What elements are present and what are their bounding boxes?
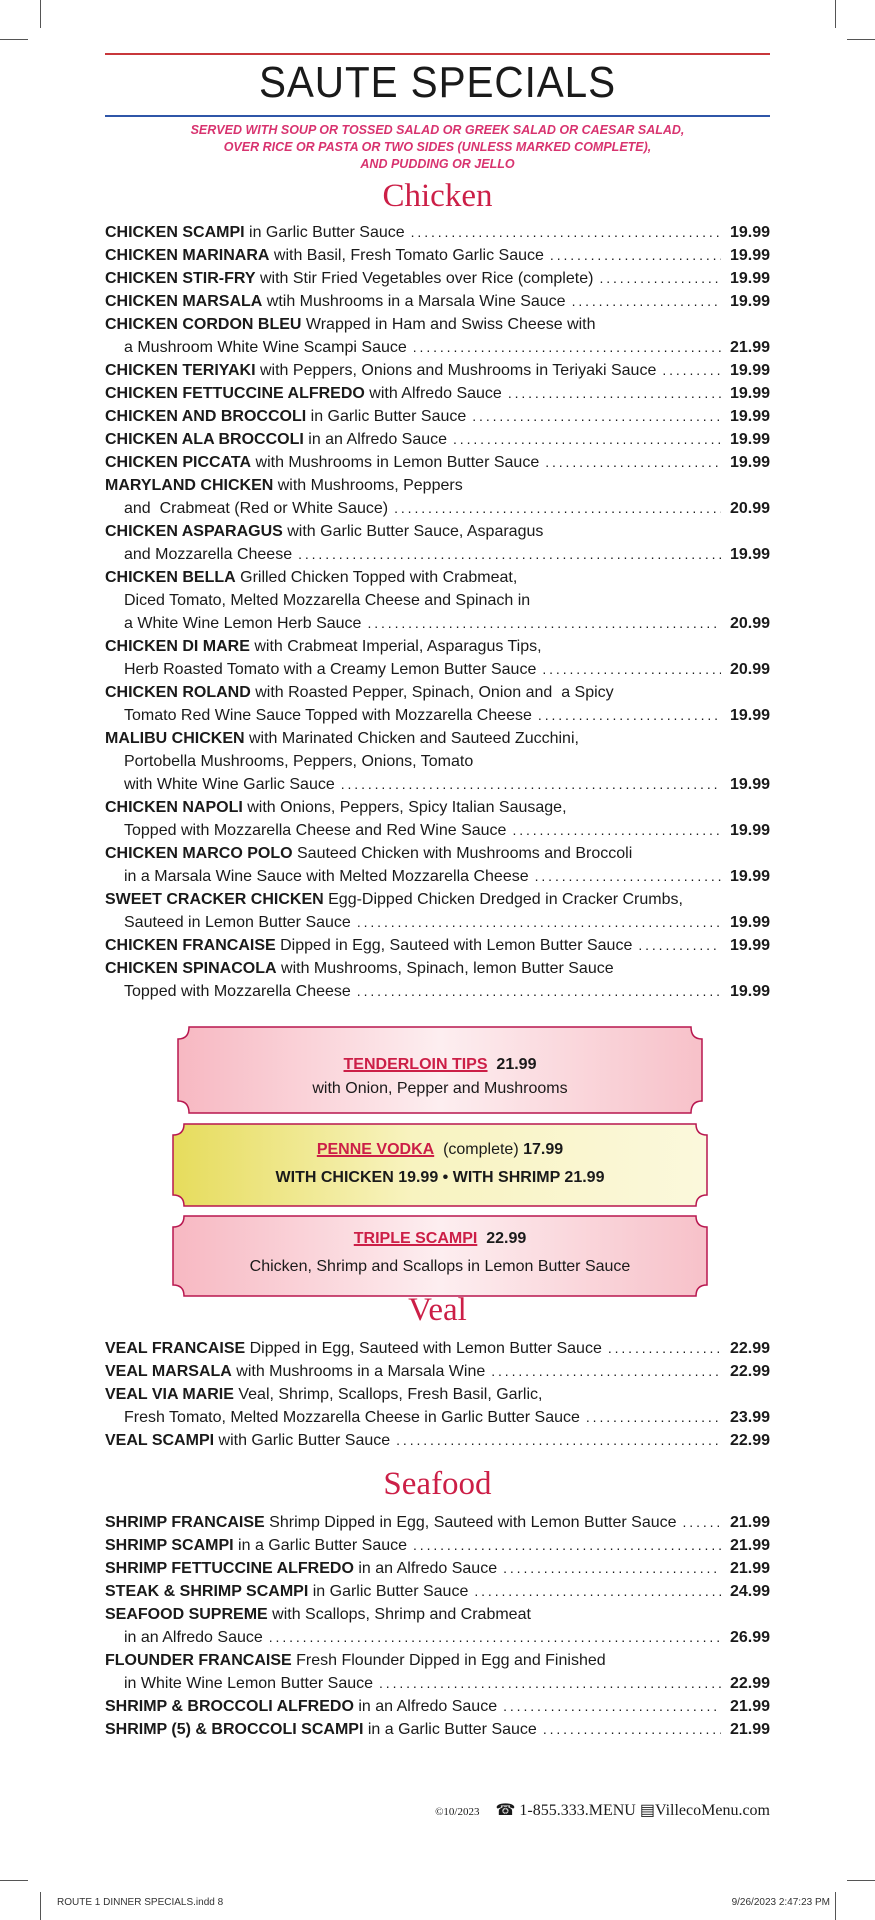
menu-item-price: 24.99 — [729, 1583, 770, 1600]
menu-item-name: CHICKEN CORDON BLEU — [105, 316, 302, 333]
menu-item-row — [105, 428, 770, 451]
menu-item-text — [105, 244, 544, 267]
menu-item-name: CHICKEN AND BROCCOLI — [105, 408, 307, 425]
menu-item-text — [105, 1511, 677, 1534]
menu-item-name: CHICKEN TERIYAKI — [105, 362, 256, 379]
menu-item-text — [124, 865, 529, 888]
page-title: SAUTE SPECIALS — [258, 58, 617, 107]
menu-item-price: 21.99 — [729, 1698, 770, 1715]
dot-leader — [491, 1360, 721, 1383]
menu-item-row — [105, 1534, 770, 1557]
menu-item-row — [105, 957, 770, 980]
menu-item-name: SHRIMP (5) & BROCCOLI SCAMPI — [105, 1721, 364, 1738]
menu-item-row — [105, 727, 770, 750]
menu-item-row — [105, 635, 770, 658]
menu-item-desc: and Crabmeat (Red or White Sauce) — [124, 500, 389, 517]
crop-mark — [847, 1880, 875, 1881]
chicken-list — [105, 221, 770, 1003]
menu-item-row — [105, 244, 770, 267]
menu-item-text — [105, 727, 579, 750]
menu-item-desc: in White Wine Lemon Butter Sauce — [124, 1675, 374, 1692]
menu-item-text — [105, 635, 542, 658]
menu-item-desc: Fresh Flounder Dipped in Egg and Finished — [291, 1652, 606, 1669]
menu-item-row — [105, 1603, 770, 1626]
computer-icon: ▤ — [639, 1802, 655, 1819]
menu-item-name: MALIBU CHICKEN — [105, 730, 245, 747]
menu-item-text — [124, 497, 388, 520]
menu-item-row — [105, 819, 770, 842]
menu-item-name: VEAL SCAMPI — [105, 1432, 215, 1449]
crop-mark — [0, 1880, 28, 1881]
menu-item-desc: wtih Mushrooms in a Marsala Wine Sauce — [262, 293, 566, 310]
menu-item-row — [105, 1557, 770, 1580]
menu-item-text — [105, 520, 543, 543]
menu-item-text — [105, 221, 405, 244]
menu-item-desc: Dipped in Egg, Sauteed with Lemon Butter Sauce — [275, 937, 633, 954]
dot-leader — [367, 612, 721, 635]
menu-item-desc: Sauteed Chicken with Mushrooms and Broccoli — [292, 845, 633, 862]
menu-item-name: VEAL MARSALA — [105, 1363, 232, 1380]
menu-item-price: 21.99 — [729, 1560, 770, 1577]
menu-item-row — [105, 520, 770, 543]
menu-item-desc: Topped with Mozzarella Cheese and Red Wine Sauce — [124, 822, 507, 839]
menu-item-desc: Shrimp Dipped in Egg, Sauteed with Lemon Butter Sauce — [264, 1514, 677, 1531]
menu-item-name: CHICKEN NAPOLI — [105, 799, 243, 816]
penne-vodka-price: 17.99 — [523, 1141, 564, 1158]
menu-item-row — [105, 1337, 770, 1360]
menu-item-row — [105, 980, 770, 1003]
dot-leader — [298, 543, 721, 566]
menu-item-desc: with Basil, Fresh Tomato Garlic Sauce — [269, 247, 544, 264]
menu-item-name: CHICKEN ALA BROCCOLI — [105, 431, 304, 448]
dot-leader — [357, 980, 721, 1003]
menu-item-text — [105, 1383, 542, 1406]
menu-item-text — [105, 1649, 606, 1672]
menu-item-name: STEAK & SHRIMP SCAMPI — [105, 1583, 309, 1600]
menu-item-text — [105, 681, 614, 704]
menu-item-price: 22.99 — [729, 1432, 770, 1449]
dot-leader — [683, 1511, 721, 1534]
menu-item-row — [105, 773, 770, 796]
menu-item-row — [105, 497, 770, 520]
crop-mark — [847, 39, 875, 40]
menu-item-desc: Fresh Tomato, Melted Mozzarella Cheese in Garlic Butter Sauce — [124, 1409, 580, 1426]
dot-leader — [503, 1557, 721, 1580]
menu-item-name: SHRIMP FETTUCCINE ALFREDO — [105, 1560, 354, 1577]
menu-item-text — [124, 1406, 580, 1429]
menu-item-price: 19.99 — [729, 454, 770, 471]
menu-item-desc: Egg-Dipped Chicken Dredged in Cracker Crumbs, — [323, 891, 683, 908]
menu-item-name: SEAFOOD SUPREME — [105, 1606, 268, 1623]
menu-item-desc: Herb Roasted Tomato with a Creamy Lemon Butter Sauce — [124, 661, 537, 678]
menu-item-price: 19.99 — [729, 914, 770, 931]
menu-item-name: SHRIMP & BROCCOLI ALFREDO — [105, 1698, 354, 1715]
triple-scampi-price: 22.99 — [486, 1230, 527, 1247]
menu-item-text — [105, 313, 596, 336]
menu-item-price: 20.99 — [729, 615, 770, 632]
title-rule — [105, 115, 770, 117]
dot-leader — [503, 1695, 721, 1718]
menu-item-price: 26.99 — [729, 1629, 770, 1646]
menu-item-row — [105, 589, 770, 612]
menu-item-desc: in an Alfredo Sauce — [124, 1629, 263, 1646]
menu-item-text — [105, 934, 632, 957]
menu-item-row — [105, 612, 770, 635]
menu-item-row — [105, 405, 770, 428]
dot-leader — [608, 1337, 721, 1360]
menu-item-row — [105, 1672, 770, 1695]
phone-number[interactable]: 1-855.333.MENU — [519, 1802, 636, 1819]
menu-item-price: 19.99 — [729, 293, 770, 310]
menu-item-price: 19.99 — [729, 408, 770, 425]
menu-item-row — [105, 842, 770, 865]
menu-item-desc: with Mushrooms, Peppers — [273, 477, 463, 494]
crop-mark — [835, 1892, 836, 1920]
website-link[interactable]: VillecoMenu.com — [654, 1802, 770, 1819]
dot-leader — [638, 934, 721, 957]
menu-item-desc: Dipped in Egg, Sauteed with Lemon Butter Sauce — [245, 1340, 602, 1357]
menu-item-desc: in a Garlic Butter Sauce — [363, 1721, 537, 1738]
slug-file: ROUTE 1 DINNER SPECIALS.indd 8 — [57, 1897, 224, 1908]
menu-item-desc: with Crabmeat Imperial, Asparagus Tips, — [249, 638, 542, 655]
menu-item-text — [105, 1580, 468, 1603]
served-with-note — [105, 122, 770, 173]
menu-item-desc: with Garlic Butter Sauce, Asparagus — [282, 523, 544, 540]
menu-item-text — [105, 1718, 537, 1741]
menu-item-name: SHRIMP FRANCAISE — [105, 1514, 265, 1531]
dot-leader — [508, 382, 721, 405]
menu-item-row — [105, 750, 770, 773]
menu-item-text — [105, 382, 502, 405]
dot-leader — [538, 704, 721, 727]
menu-item-text — [124, 750, 473, 773]
penne-vodka-box — [172, 1123, 708, 1207]
menu-item-row — [105, 1626, 770, 1649]
tenderloin-tips-price: 21.99 — [496, 1056, 537, 1073]
menu-item-row — [105, 313, 770, 336]
menu-item-desc: Sauteed in Lemon Butter Sauce — [124, 914, 351, 931]
menu-item-row — [105, 382, 770, 405]
menu-item-desc: with Alfredo Sauce — [364, 385, 502, 402]
menu-item-row — [105, 1580, 770, 1603]
dot-leader — [472, 405, 721, 428]
menu-item-price: 21.99 — [729, 1721, 770, 1738]
menu-item-desc: Grilled Chicken Topped with Crabmeat, — [235, 569, 518, 586]
menu-item-name: VEAL VIA MARIE — [105, 1386, 234, 1403]
menu-item-desc: Veal, Shrimp, Scallops, Fresh Basil, Garlic, — [233, 1386, 543, 1403]
menu-item-name: CHICKEN PICCATA — [105, 454, 252, 471]
section-title-seafood: Seafood — [383, 1466, 492, 1502]
dot-leader — [543, 1718, 721, 1741]
menu-item-row — [105, 221, 770, 244]
menu-item-name: CHICKEN FRANCAISE — [105, 937, 276, 954]
penne-vodka-options: WITH CHICKEN 19.99 • WITH SHRIMP 21.99 — [275, 1169, 605, 1186]
menu-item-row — [105, 566, 770, 589]
menu-item-row — [105, 336, 770, 359]
dot-leader — [662, 359, 721, 382]
dot-leader — [453, 428, 721, 451]
menu-item-text — [124, 1626, 263, 1649]
menu-item-price: 19.99 — [729, 546, 770, 563]
dot-leader — [542, 658, 721, 681]
menu-item-price: 19.99 — [729, 983, 770, 1000]
menu-item-text — [124, 658, 536, 681]
menu-item-price: 19.99 — [729, 270, 770, 287]
menu-item-price: 19.99 — [729, 822, 770, 839]
menu-item-desc: Tomato Red Wine Sauce Topped with Mozzarella Cheese — [124, 707, 532, 724]
menu-item-desc: with Scallops, Shrimp and Crabmeat — [267, 1606, 531, 1623]
menu-item-row — [105, 1360, 770, 1383]
menu-item-desc: in Garlic Butter Sauce — [244, 224, 405, 241]
menu-item-text — [105, 957, 614, 980]
menu-item-text — [124, 336, 407, 359]
menu-item-price: 19.99 — [729, 247, 770, 264]
section-title-veal: Veal — [408, 1292, 467, 1328]
phone-icon: ☎ — [495, 1802, 516, 1819]
tenderloin-tips-box — [177, 1026, 703, 1114]
menu-item-text — [105, 1337, 602, 1360]
menu-item-desc: in an Alfredo Sauce — [353, 1560, 498, 1577]
menu-item-desc: Topped with Mozzarella Cheese — [124, 983, 351, 1000]
menu-item-price: 21.99 — [729, 1514, 770, 1531]
menu-item-row — [105, 290, 770, 313]
menu-item-name: SWEET CRACKER CHICKEN — [105, 891, 324, 908]
menu-item-desc: with Mushrooms in Lemon Butter Sauce — [251, 454, 540, 471]
menu-item-row — [105, 1649, 770, 1672]
menu-item-price: 20.99 — [729, 500, 770, 517]
penne-vodka-note: (complete) — [443, 1141, 519, 1158]
menu-item-text — [105, 267, 593, 290]
menu-item-text — [105, 474, 463, 497]
menu-item-row — [105, 865, 770, 888]
seafood-list — [105, 1511, 770, 1741]
menu-item-price: 21.99 — [729, 339, 770, 356]
menu-item-text — [105, 566, 517, 589]
menu-item-text — [105, 451, 539, 474]
dot-leader — [379, 1672, 721, 1695]
menu-item-row — [105, 934, 770, 957]
menu-item-price: 19.99 — [729, 868, 770, 885]
menu-item-text — [105, 290, 566, 313]
triple-scampi-name: TRIPLE SCAMPI — [353, 1230, 478, 1247]
menu-item-text — [105, 796, 567, 819]
menu-item-text — [124, 543, 292, 566]
menu-item-desc: with White Wine Garlic Sauce — [124, 776, 335, 793]
menu-item-desc: in an Alfredo Sauce — [353, 1698, 498, 1715]
menu-item-name: CHICKEN SPINACOLA — [105, 960, 277, 977]
served-line: SERVED WITH SOUP OR TOSSED SALAD OR GREEK SALAD OR CAESAR SALAD, — [190, 123, 685, 137]
dot-leader — [357, 911, 721, 934]
menu-item-price: 19.99 — [729, 362, 770, 379]
menu-item-row — [105, 1429, 770, 1452]
menu-item-row — [105, 543, 770, 566]
menu-item-desc: with Mushrooms in a Marsala Wine — [231, 1363, 486, 1380]
veal-list — [105, 1337, 770, 1452]
menu-item-row — [105, 1511, 770, 1534]
dot-leader — [341, 773, 721, 796]
menu-item-price: 20.99 — [729, 661, 770, 678]
menu-item-price: 22.99 — [729, 1340, 770, 1357]
dot-leader — [394, 497, 721, 520]
menu-item-desc: with Marinated Chicken and Sauteed Zucchini, — [244, 730, 579, 747]
menu-item-text — [105, 1557, 497, 1580]
menu-item-desc: with Onions, Peppers, Spicy Italian Sausage, — [242, 799, 567, 816]
triple-scampi-box — [172, 1215, 708, 1297]
menu-item-desc: a White Wine Lemon Herb Sauce — [124, 615, 362, 632]
dot-leader — [474, 1580, 721, 1603]
menu-item-price: 19.99 — [729, 776, 770, 793]
dot-leader — [550, 244, 721, 267]
menu-item-text — [124, 612, 361, 635]
penne-vodka-name: PENNE VODKA — [316, 1141, 435, 1158]
menu-item-row — [105, 474, 770, 497]
menu-item-desc: with Roasted Pepper, Spinach, Onion and a Spicy — [250, 684, 614, 701]
menu-item-text — [105, 428, 447, 451]
menu-item-price: 19.99 — [729, 707, 770, 724]
menu-item-text — [105, 888, 683, 911]
menu-item-row — [105, 359, 770, 382]
tenderloin-tips-desc: with Onion, Pepper and Mushrooms — [312, 1080, 568, 1097]
menu-item-desc: Diced Tomato, Melted Mozzarella Cheese and Spinach in — [124, 592, 531, 609]
menu-item-price: 19.99 — [729, 385, 770, 402]
menu-item-name: CHICKEN BELLA — [105, 569, 236, 586]
menu-item-text — [105, 405, 466, 428]
menu-item-desc: in an Alfredo Sauce — [303, 431, 448, 448]
menu-item-name: SHRIMP SCAMPI — [105, 1537, 234, 1554]
menu-item-name: CHICKEN STIR-FRY — [105, 270, 256, 287]
menu-item-name: FLOUNDER FRANCAISE — [105, 1652, 292, 1669]
dot-leader — [535, 865, 721, 888]
menu-item-desc: a Mushroom White Wine Scampi Sauce — [124, 339, 407, 356]
menu-item-desc: in a Marsala Wine Sauce with Melted Mozzarella Cheese — [124, 868, 529, 885]
menu-item-row — [105, 1383, 770, 1406]
menu-item-price: 19.99 — [729, 224, 770, 241]
dot-leader — [572, 290, 721, 313]
menu-item-desc: in a Garlic Butter Sauce — [233, 1537, 408, 1554]
slug-date: 9/26/2023 2:47:23 PM — [731, 1897, 830, 1908]
menu-item-text — [105, 1534, 407, 1557]
menu-item-text — [124, 589, 530, 612]
menu-item-name: CHICKEN FETTUCCINE ALFREDO — [105, 385, 365, 402]
menu-item-desc: with Peppers, Onions and Mushrooms in Teriyaki Sauce — [255, 362, 657, 379]
menu-item-row — [105, 267, 770, 290]
menu-item-price: 21.99 — [729, 1537, 770, 1554]
menu-item-price: 19.99 — [729, 937, 770, 954]
menu-item-text — [105, 1603, 531, 1626]
menu-item-text — [124, 773, 335, 796]
menu-item-row — [105, 681, 770, 704]
dot-leader — [396, 1429, 721, 1452]
crop-mark — [40, 1892, 41, 1920]
dot-leader — [586, 1406, 721, 1429]
menu-item-name: CHICKEN MARCO POLO — [105, 845, 293, 862]
menu-item-text — [124, 1672, 373, 1695]
crop-mark — [0, 39, 28, 40]
crop-mark — [835, 0, 836, 28]
menu-item-price: 19.99 — [729, 431, 770, 448]
menu-item-row — [105, 888, 770, 911]
menu-item-row — [105, 1718, 770, 1741]
menu-item-price: 22.99 — [729, 1363, 770, 1380]
crop-mark — [40, 0, 41, 28]
dot-leader — [411, 221, 721, 244]
menu-item-text — [105, 842, 632, 865]
served-line: OVER RICE OR PASTA OR TWO SIDES (UNLESS MARKED COMPLETE), — [223, 140, 652, 154]
menu-item-desc: with Mushrooms, Spinach, lemon Butter Sauce — [276, 960, 614, 977]
menu-item-name: CHICKEN ROLAND — [105, 684, 251, 701]
served-line: AND PUDDING OR JELLO — [360, 157, 515, 171]
menu-item-text — [124, 980, 351, 1003]
menu-item-text — [124, 704, 532, 727]
top-rule — [105, 53, 770, 55]
copyright: ©10/2023 — [435, 1806, 480, 1818]
menu-item-row — [105, 451, 770, 474]
menu-item-desc: and Mozzarella Cheese — [124, 546, 293, 563]
menu-item-desc: with Garlic Butter Sauce — [214, 1432, 391, 1449]
menu-item-row — [105, 1695, 770, 1718]
menu-item-price: 23.99 — [729, 1409, 770, 1426]
menu-item-name: CHICKEN ASPARAGUS — [105, 523, 283, 540]
menu-item-desc: Portobella Mushrooms, Peppers, Onions, Tomato — [124, 753, 474, 770]
menu-item-text — [105, 359, 656, 382]
dot-leader — [545, 451, 721, 474]
menu-item-text — [124, 819, 506, 842]
menu-item-price: 22.99 — [729, 1675, 770, 1692]
menu-item-row — [105, 796, 770, 819]
menu-item-row — [105, 658, 770, 681]
menu-item-desc: in Garlic Butter Sauce — [306, 408, 467, 425]
menu-item-row — [105, 1406, 770, 1429]
menu-item-text — [105, 1429, 390, 1452]
menu-item-row — [105, 911, 770, 934]
menu-item-text — [124, 911, 351, 934]
dot-leader — [413, 1534, 721, 1557]
dot-leader — [413, 336, 721, 359]
menu-item-text — [105, 1695, 497, 1718]
menu-item-name: CHICKEN MARSALA — [105, 293, 263, 310]
menu-item-name: CHICKEN DI MARE — [105, 638, 250, 655]
menu-item-text — [105, 1360, 485, 1383]
tenderloin-tips-name: TENDERLOIN TIPS — [343, 1056, 488, 1073]
section-title-chicken: Chicken — [382, 178, 493, 214]
menu-item-desc: in Garlic Butter Sauce — [308, 1583, 469, 1600]
menu-item-desc: Wrapped in Ham and Swiss Cheese with — [301, 316, 596, 333]
triple-scampi-desc: Chicken, Shrimp and Scallops in Lemon Butter Sauce — [249, 1258, 631, 1275]
dot-leader — [599, 267, 721, 290]
menu-item-desc: with Stir Fried Vegetables over Rice (complete) — [255, 270, 594, 287]
menu-item-name: MARYLAND CHICKEN — [105, 477, 274, 494]
footer — [105, 1800, 770, 1820]
menu-item-name: CHICKEN SCAMPI — [105, 224, 245, 241]
dot-leader — [269, 1626, 721, 1649]
menu-item-name: CHICKEN MARINARA — [105, 247, 270, 264]
menu-item-name: VEAL FRANCAISE — [105, 1340, 246, 1357]
dot-leader — [512, 819, 721, 842]
menu-item-row — [105, 704, 770, 727]
